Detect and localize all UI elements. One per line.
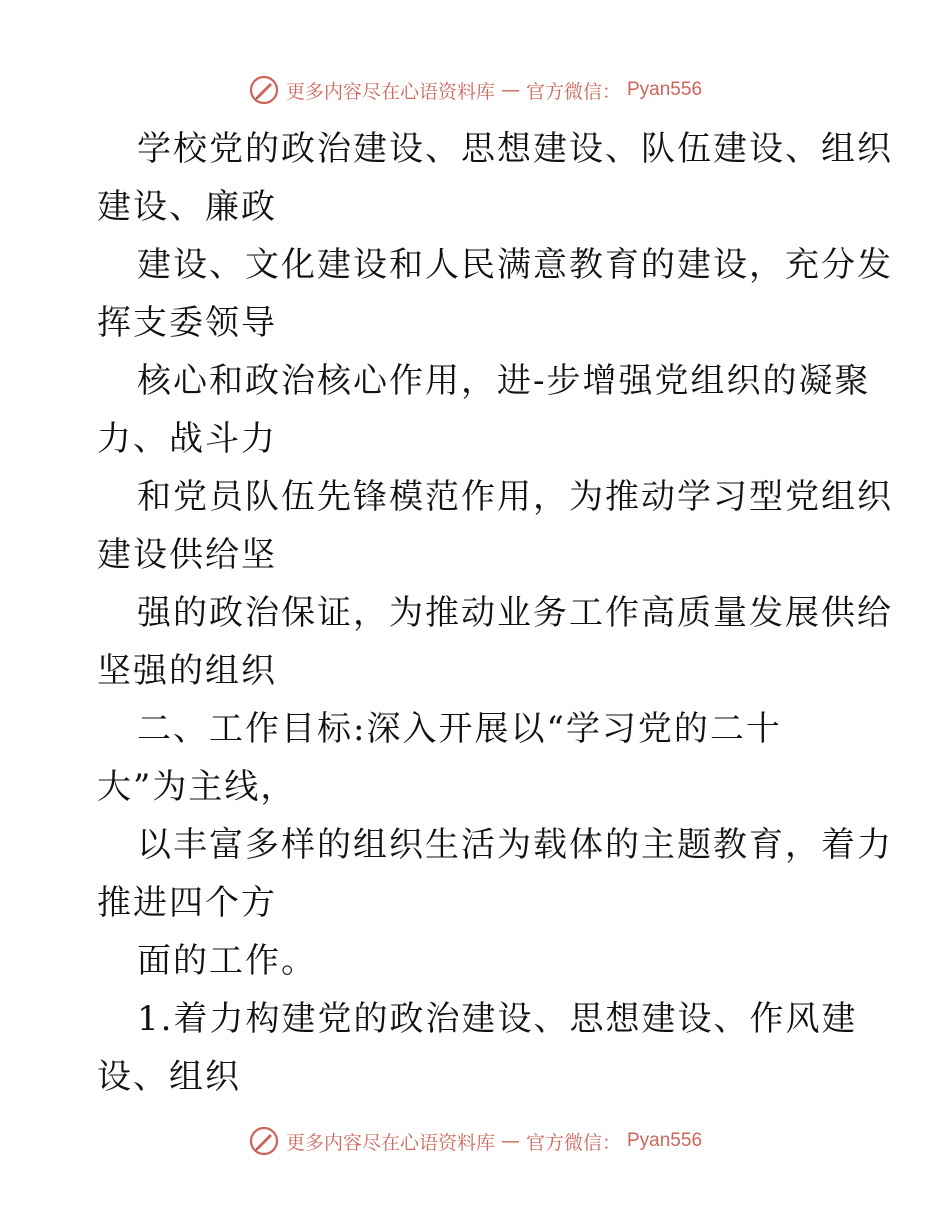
- watermark-separator: —: [500, 79, 520, 101]
- watermark-official-text: 官方微信：: [525, 1131, 621, 1154]
- body-text-line: 推进四个方: [97, 883, 277, 923]
- body-text-line: 设、组织: [97, 1057, 241, 1097]
- watermark-official-text: 官方微信：: [525, 80, 621, 103]
- watermark-handle: Pyan556: [627, 79, 703, 100]
- header-watermark: [0, 72, 950, 108]
- body-text-line: 坚强的组织: [97, 651, 277, 691]
- quill-pen-logo-icon: [248, 1125, 280, 1157]
- body-text-line: 建设、廉政: [97, 187, 277, 227]
- body-text-line: 面的工作。: [137, 941, 317, 981]
- body-text-line: 和党员队伍先锋模范作用，为推动学习型党组织: [137, 477, 893, 517]
- body-text-line: 核心和政治核心作用，进-步增强党组织的凝聚: [137, 361, 871, 401]
- footer-watermark: [0, 1123, 950, 1159]
- body-text-line: 力、战斗力: [97, 419, 277, 459]
- body-text-line: 二、工作目标:深入开展以“学习党的二十: [137, 709, 782, 749]
- quill-pen-logo-icon: [248, 74, 280, 106]
- body-text-line: 挥支委领导: [97, 303, 277, 343]
- watermark-handle: Pyan556: [627, 1130, 703, 1151]
- document-body: [97, 120, 893, 1106]
- body-text-line: 以丰富多样的组织生活为载体的主题教育，着力: [137, 825, 893, 865]
- body-text-line: 强的政治保证，为推动业务工作高质量发展供给: [137, 593, 893, 633]
- watermark-separator: —: [500, 1130, 520, 1152]
- body-text-line: 学校党的政治建设、思想建设、队伍建设、组织: [137, 129, 893, 169]
- watermark-brand-text: 更多内容尽在心语资料库: [285, 1131, 495, 1154]
- body-text-line: 建设供给坚: [97, 535, 277, 575]
- body-text-line: 建设、文化建设和人民满意教育的建设，充分发: [137, 245, 893, 285]
- body-text-line: 1.着力构建党的政治建设、思想建设、作风建: [137, 999, 858, 1039]
- body-text-line: 大”为主线，: [97, 767, 297, 807]
- watermark-brand-text: 更多内容尽在心语资料库: [285, 80, 495, 103]
